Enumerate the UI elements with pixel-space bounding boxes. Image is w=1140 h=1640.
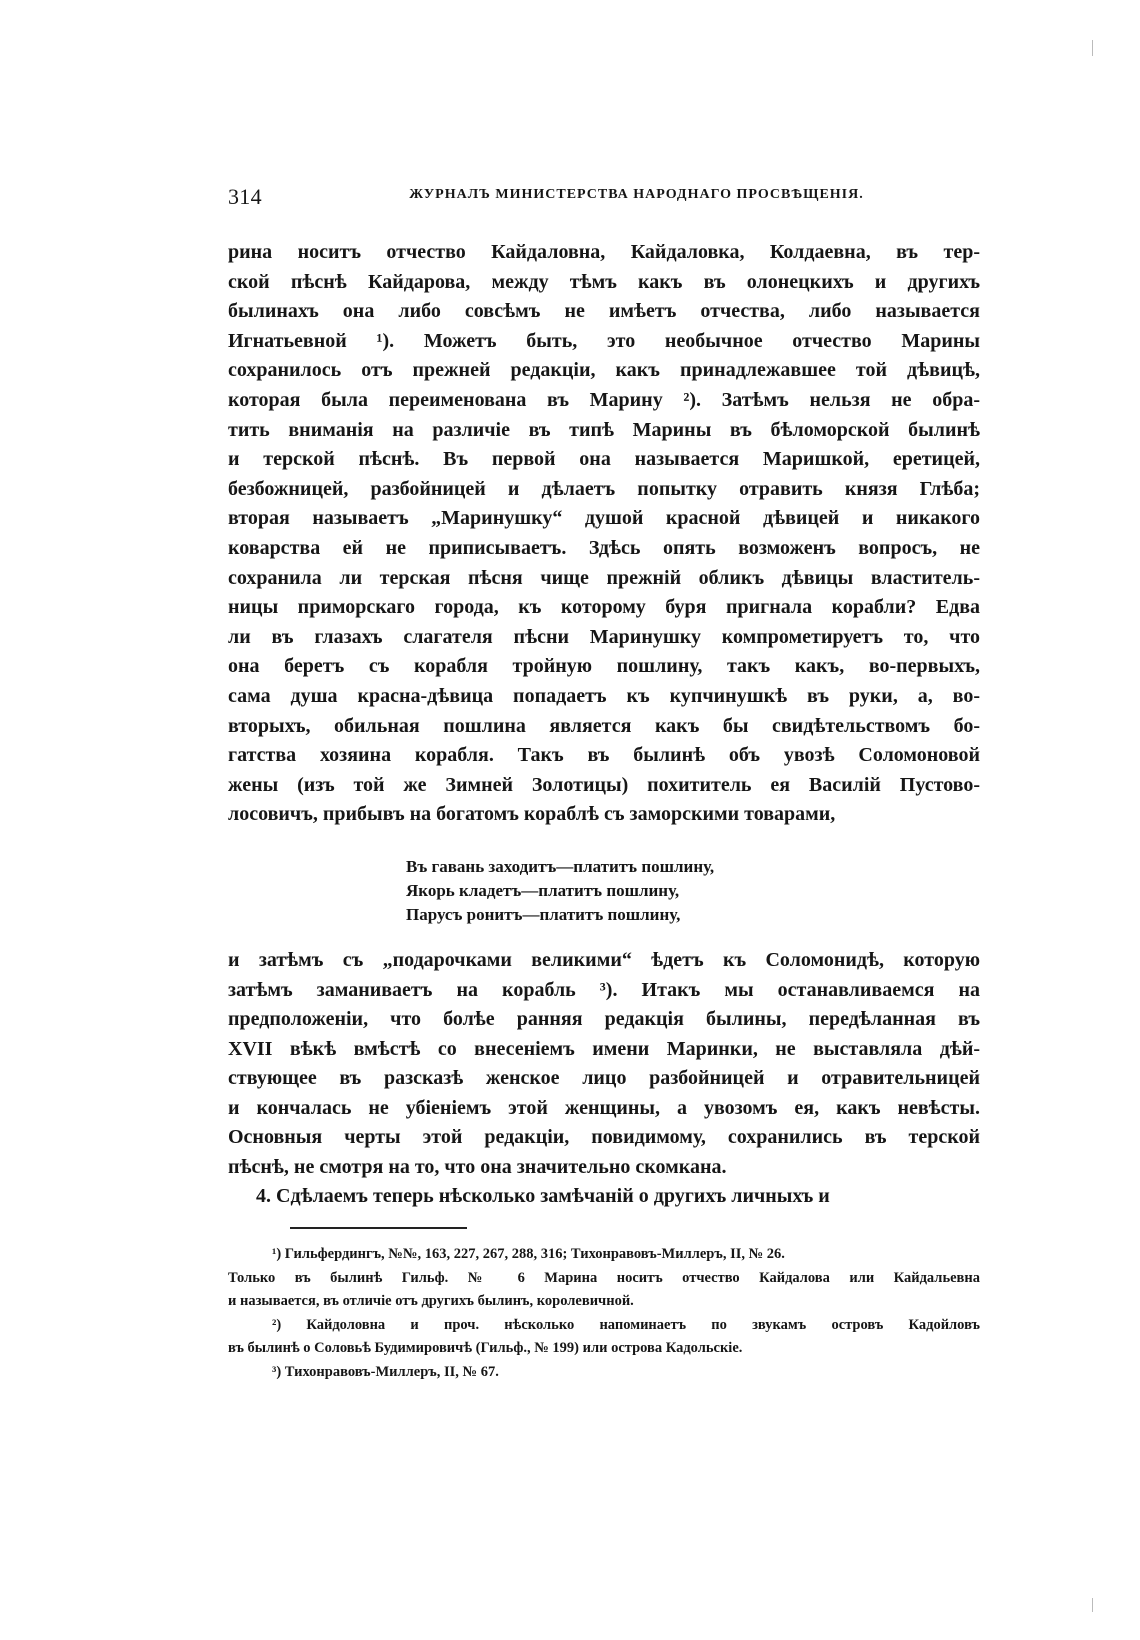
text-line: рина носитъ отчество Кайдаловна, Кайдаловка, Колдаевна, въ тер- xyxy=(228,241,980,263)
running-title: ЖУРНАЛЪ МИНИСТЕРСТВА НАРОДНАГО ПРОСВѢЩЕНІЯ. xyxy=(409,187,864,202)
verse-line: Въ гавань заходитъ—платитъ пошлину, xyxy=(406,857,715,876)
text-line: и терской пѣснѣ. Въ первой она называется Маришкой, еретицей, xyxy=(228,448,980,471)
footnote-line: ²) Кайдоловна и проч. нѣсколько напоминаетъ по звукамъ островъ Кадойловъ xyxy=(272,1316,980,1333)
scan-edge-mark xyxy=(1092,40,1093,56)
text-line: сама душа красна-дѣвица попадаетъ къ купчинушкѣ въ руки, а, во- xyxy=(228,684,980,707)
text-line: которая была переименована въ Марину ²). Затѣмъ нельзя не обра- xyxy=(228,388,980,411)
text-line: XVII вѣкѣ вмѣстѣ со внесеніемъ имени Маринки, не выставляла дѣй- xyxy=(228,1037,980,1060)
text-line: сохранилось отъ прежней редакціи, какъ принадлежавшее той дѣвицѣ, xyxy=(228,359,980,382)
text-line: лосовичъ, прибывъ на богатомъ кораблѣ съ заморскими товарами, xyxy=(228,803,836,826)
footnotes xyxy=(228,1243,980,1384)
text-line: тить вниманія на различіе въ типѣ Марины въ бѣломорской былинѣ xyxy=(228,418,980,441)
text-line: ской пѣснѣ Кайдарова, между тѣмъ какъ въ олонецкихъ и другихъ xyxy=(228,270,980,293)
text-line: Игнатьевной ¹). Можетъ быть, это необычное отчество Марины xyxy=(228,329,980,352)
verse-quote xyxy=(406,855,826,927)
verse-line: Якорь кладетъ—платитъ пошлину, xyxy=(406,881,680,900)
text-line: 4. Сдѣлаемъ теперь нѣсколько замѣчаній о другихъ личныхъ и xyxy=(256,1185,830,1207)
footnote-line: Только въ былинѣ Гильф. № 6 Марина носитъ отчество Кайдалова или Кайдальевна xyxy=(228,1269,980,1286)
text-line: ли въ глазахъ слагателя пѣсни Маринушку компрометируетъ то, что xyxy=(228,625,980,648)
text-line: ствующее въ разсказѣ женское лицо разбойницей и отравительницей xyxy=(228,1067,980,1089)
footnote-line: въ былинѣ о Соловьѣ Будимировичѣ (Гильф., № 199) или острова Кадольскіе. xyxy=(228,1340,743,1356)
text-line: и затѣмъ съ „подарочками великими“ ѣдетъ къ Соломонидѣ, которую xyxy=(228,949,980,971)
page-number: 314 xyxy=(228,184,262,209)
main-paragraph-1 xyxy=(228,238,980,830)
text-line: жены (изъ той же Зимней Золотицы) похититель ея Василій Пустово- xyxy=(228,773,980,796)
text-line: вторая называетъ „Маринушку“ душой красной дѣвицей и никакого xyxy=(228,507,980,530)
text-line: безбожницей, разбойницей и дѣлаетъ попытку отравить князя Глѣба; xyxy=(228,477,980,500)
text-line: вторыхъ, обильная пошлина является какъ бы свидѣтельствомъ бо- xyxy=(228,714,980,737)
text-line: былинахъ она либо совсѣмъ не имѣетъ отчества, либо называется xyxy=(228,300,980,323)
text-line: затѣмъ заманиваетъ на корабль ³). Итакъ мы останавливаемся на xyxy=(228,978,980,1001)
text-line: предположеніи, что болѣе ранняя редакція былины, передѣланная въ xyxy=(228,1008,980,1030)
footnote-line: ¹) Гильфердингъ, №№, 163, 227, 267, 288, 316; Тихонравовъ-Миллеръ, II, № 26. xyxy=(272,1246,785,1262)
text-line: и кончалась не убіеніемъ этой женщины, а увозомъ ея, какъ невѣсты. xyxy=(228,1096,980,1119)
verse-line: Парусъ ронитъ—платитъ пошлину, xyxy=(406,905,681,924)
text-line: пѣснѣ, не смотря на то, что она значительно скомкана. xyxy=(228,1155,727,1178)
footnote-line: и называется, въ отличіе отъ другихъ былинъ, королевичной. xyxy=(228,1293,634,1309)
text-line: она беретъ съ корабля тройную пошлину, такъ какъ, во-первыхъ, xyxy=(228,655,980,678)
text-line: сохранила ли терская пѣсня чище прежній обликъ дѣвицы властитель- xyxy=(228,566,980,589)
footnote-rule xyxy=(290,1227,467,1229)
text-line: Основныя черты этой редакціи, повидимому, сохранились въ терской xyxy=(228,1126,980,1148)
scan-edge-mark xyxy=(1092,1598,1093,1612)
footnote-line: ³) Тихонравовъ-Миллеръ, II, № 67. xyxy=(272,1363,499,1380)
text-line: коварства ей не приписываетъ. Здѣсь опять возможенъ вопросъ, не xyxy=(228,536,980,559)
text-line: гатства хозяина корабля. Такъ въ былинѣ объ увозѣ Соломоновой xyxy=(228,744,980,767)
main-paragraph-2 xyxy=(228,946,980,1212)
text-line: ницы приморскаго города, къ которому буря пригнала корабли? Едва xyxy=(228,596,980,619)
